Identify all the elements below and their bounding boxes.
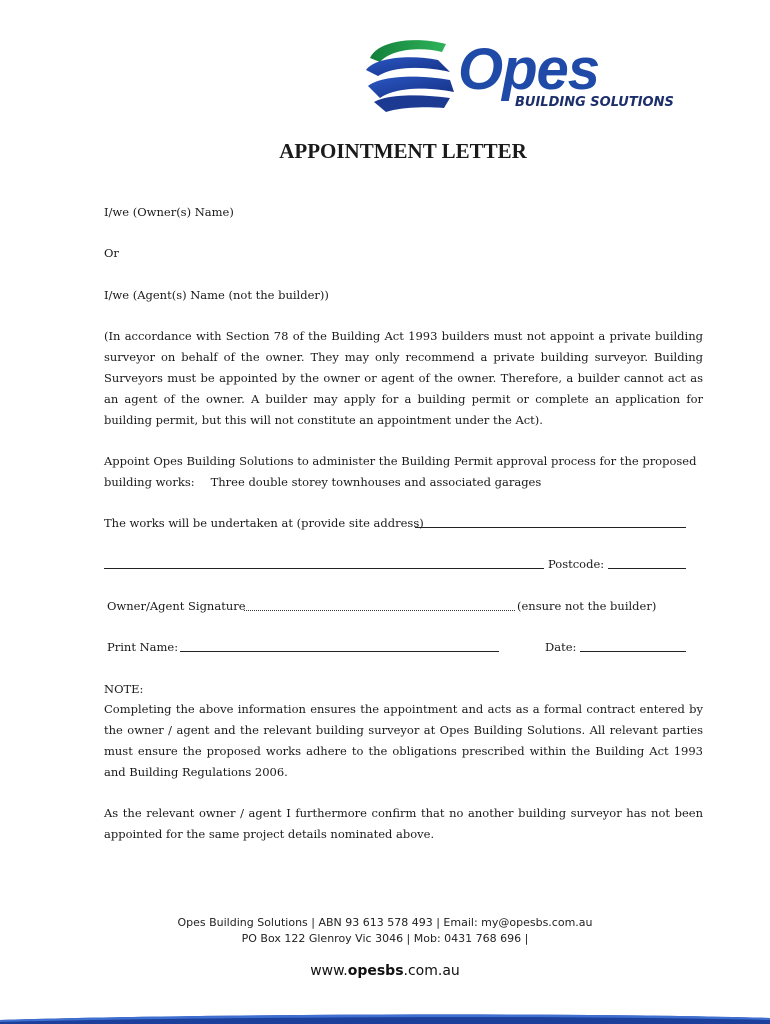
agent-name-label: I/we (Agent(s) Name (not the builder)) <box>104 288 329 302</box>
postcode-label: Postcode: <box>548 557 605 571</box>
signature-label: Owner/Agent Signature <box>107 599 246 613</box>
print-name-field[interactable] <box>180 651 499 652</box>
date-field[interactable] <box>580 651 686 652</box>
note-body: Completing the above information ensures the appointment and acts as a formal contract entered by the owner / agent and the relevant building surveyor at Opes Building Solutions. All relevant parties must ensure the proposed works adhere to the obligations prescribed within the Building Act 1993 and Building Regulations 2006. <box>104 702 703 779</box>
section-78-paragraph: (In accordance with Section 78 of the Building Act 1993 builders must not appoint a private building surveyor on behalf of the owner. They may only recommend a private building surveyor. Building Surveyors must be appointed by the owner or agent of the owner. Therefore, a builder cannot act as an agent of the owner. A builder may apply for a building permit or complete an application for building permit, but this will not constitute an appointment under the Act). <box>104 329 703 427</box>
owner-name-label: I/we (Owner(s) Name) <box>104 205 234 219</box>
site-address-label: The works will be undertaken at (provide site address) <box>104 516 424 530</box>
signature-note: (ensure not the builder) <box>517 599 657 613</box>
website-link[interactable]: www.opesbs.com.au <box>310 963 460 979</box>
appoint-line: Appoint Opes Building Solutions to administer the Building Permit approval process for the proposed <box>104 454 697 468</box>
site-address-field-2[interactable] <box>104 568 544 569</box>
footer-swoosh-bar <box>0 1008 770 1024</box>
building-works-line <box>104 472 541 493</box>
or-label: Or <box>104 246 119 260</box>
building-works-value: Three double storey townhouses and associated garages <box>210 475 542 489</box>
date-label: Date: <box>545 640 577 654</box>
site-address-field[interactable] <box>415 527 686 528</box>
print-name-label: Print Name: <box>107 640 179 654</box>
logo-wordmark: Opes <box>458 37 600 102</box>
postcode-field[interactable] <box>608 568 686 569</box>
confirmation-paragraph: As the relevant owner / agent I furthermore confirm that no another building surveyor has not been appointed for the same project details nominated above. <box>104 806 703 841</box>
note-heading: NOTE: <box>104 682 144 696</box>
signature-field[interactable] <box>244 610 515 611</box>
building-works-label: building works: <box>104 475 195 489</box>
footer-contact-line-1: Opes Building Solutions | ABN 93 613 578 493 | Email: my@opesbs.com.au <box>177 916 593 929</box>
page-title: APPOINTMENT LETTER <box>279 139 527 163</box>
logo-subtitle: BUILDING SOLUTIONS <box>515 95 674 110</box>
footer-contact-line-2: PO Box 122 Glenroy Vic 3046 | Mob: 0431 768 696 | <box>241 932 529 945</box>
